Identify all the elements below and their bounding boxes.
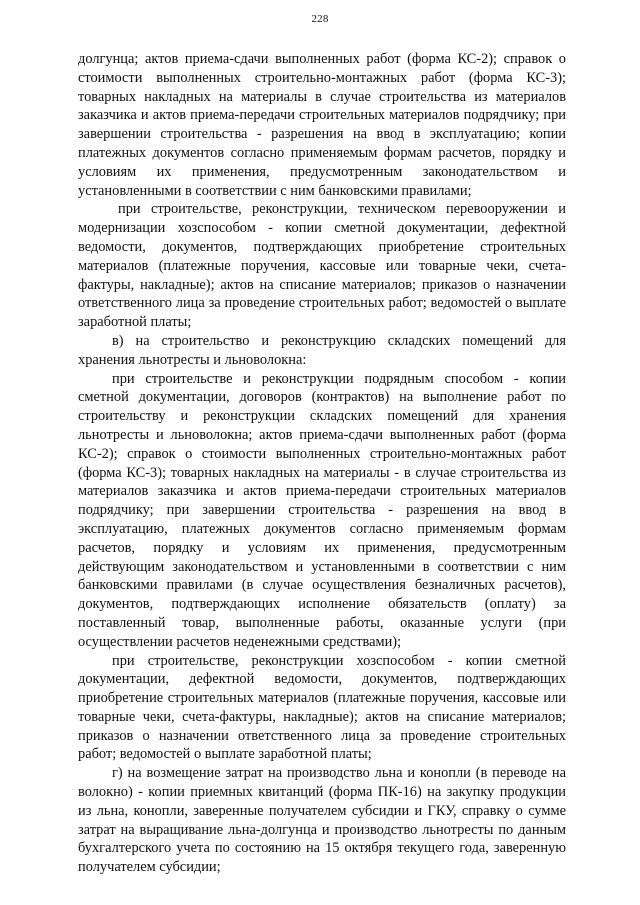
paragraph-5: при строительстве, реконструкции хозспособом - копии сметной документации, дефектной ведомости, документов, подтверждающих приобретение строительных материалов (платежные поручения, кассовые или товарные чеки, счета-фактуры, накладные); актов на списание материалов; приказов о назначении ответственного лица за проведение строительных работ; ведомостей о выплате заработной платы; (78, 652, 566, 763)
paragraph-3: в) на строительство и реконструкцию складских помещений для хранения льнотресты и льноволокна: (78, 332, 566, 368)
paragraph-1: долгунца; актов приема-сдачи выполненных работ (форма КС-2); справок о стоимости выполненных строительно-монтажных работ (форма КС-3); товарных накладных на материалы в случае строительства из материалов заказчика и актов приема-передачи строительных материалов подрядчику; при завершении строительства - разрешения на ввод в эксплуатацию; копии платежных документов согласно применяемым формам расчетов, порядку и условиям их применения, предусмотренным законодательством и установленными в соответствии с ним банковскими правилами; (78, 51, 566, 199)
document-body (78, 50, 566, 877)
paragraph-6: г) на возмещение затрат на производство льна и конопли (в переводе на волокно) - копии приемных квитанций (форма ПК-16) на закупку продукции из льна, конопли, заверенные получателем субсидии и ГКУ, справку о сумме затрат на выращивание льна-долгунца и производство льнотресты по данным бухгалтерского учета по состоянию на 15 октября текущего года, заверенную получателем субсидии; (78, 765, 566, 876)
paragraph-2: при строительстве, реконструкции, техническом перевооружении и модернизации хозспособом - копии сметной документации, дефектной ведомости, документов, подтверждающих приобретение строительных материалов (платежные поручения, кассовые или товарные чеки, счета-фактуры, накладные); актов на списание материалов; приказов о назначении ответственного лица за проведение строительных работ; ведомостей о выплате заработной платы; (78, 201, 566, 331)
page-number: 228 (311, 13, 329, 25)
paragraph-4: при строительстве и реконструкции подрядным способом - копии сметной документации, договоров (контрактов) на выполнение работ по строительству и реконструкции складских помещений для хранения льнотресты и льноволокна; актов приема-сдачи выполненных работ (форма КС-2); справок о стоимости выполненных строительно-монтажных работ (форма КС-3); товарных накладных на материалы - в случае строительства из материалов заказчика и актов приема-передачи строительных материалов подрядчику; при завершении строительства - разрешения на ввод в эксплуатацию, платежных документов согласно применяемым формам расчетов, порядку и условиям их применения, предусмотренным действующим законодательством и установленными в соответствии с ним банковскими правилами (в случае осуществления безналичных расчетов), документов, подтверждающих исполнение обязательств (оплату) за поставленный товар, выполненные работы, оказанные услуги (при осуществлении расчетов неденежными средствами); (78, 370, 566, 650)
